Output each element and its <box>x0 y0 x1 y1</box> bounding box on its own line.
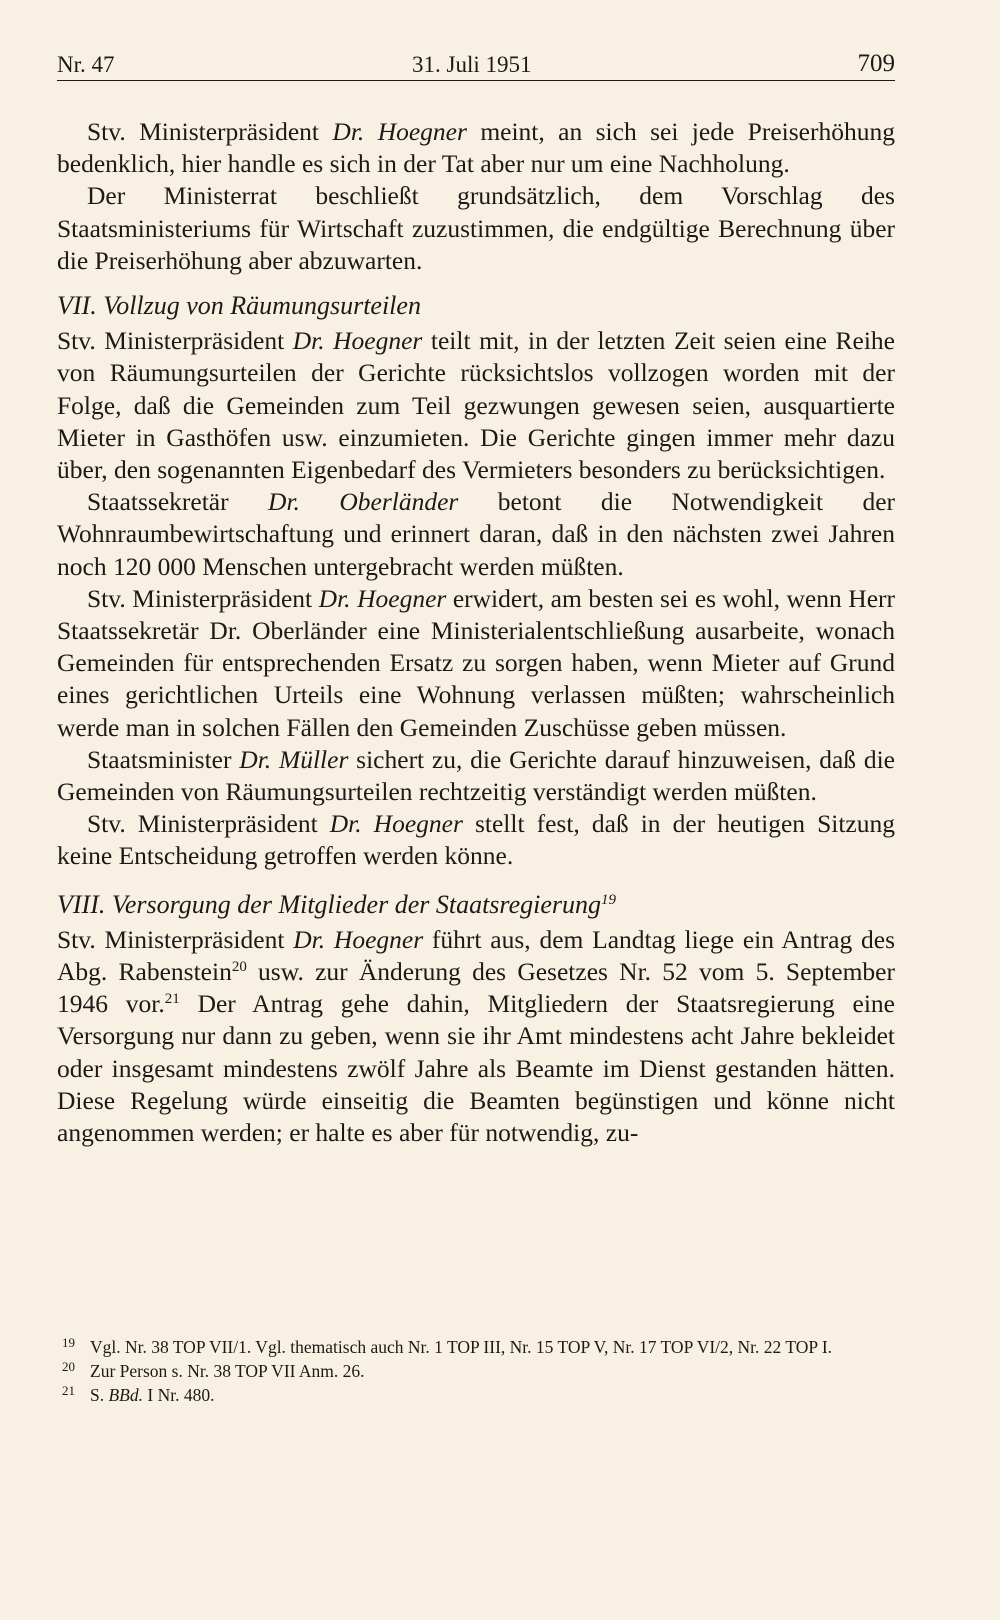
footnotes <box>57 1335 895 1407</box>
document-date: 31. Juli 1951 <box>412 52 532 77</box>
section-heading-vii: VII. Vollzug von Räumungsurteilen <box>57 291 421 321</box>
paragraph: Staatsminister Dr. Müller sichert zu, die Gerichte darauf hinzuweisen, daß die Gemeinden von Räumungsurteilen rechtzeitig verständigt werden müßten. <box>57 744 896 807</box>
paragraph: Stv. Ministerpräsident Dr. Hoegner meint, an sich sei jede Preiserhöhung bedenklich, hier handle es sich in der Tat aber nur um eine Nachholung. <box>57 117 895 179</box>
paragraph: Stv. Ministerpräsident Dr. Hoegner stellt fest, daß in der heutigen Sitzung keine Entscheidung getroffen werden könne. <box>57 809 895 871</box>
footnote: 20 Zur Person s. Nr. 38 TOP VII Anm. 26. <box>62 1359 365 1381</box>
section-heading-viii: VIII. Versorgung der Mitglieder der Staatsregierung$^{19}$ <box>57 889 616 919</box>
footnote-ref: 19 <box>601 891 616 908</box>
document-number: Nr. 47 <box>57 52 115 77</box>
body-text <box>57 116 895 1149</box>
footnote-ref: 21 <box>164 991 180 1008</box>
paragraph: Staatssekretär Dr. Oberländer betont die Notwendigkeit der Wohnraumbewirtschaftung und erinnert daran, daß in den nächsten zwei Jahren noch 120 000 Menschen untergebracht werden müßten. <box>57 487 896 581</box>
paragraph: Stv. Ministerpräsident Dr. Hoegner erwidert, am besten sei es wohl, wenn Herr Staatssekretär Dr. Oberländer eine Ministerialentschließung ausarbeite, wonach Gemeinden für entsprechenden Ersatz zu sorgen haben, wenn Mieter auf Grund eines gerichtlichen Urteils eine Wohnung verlassen müßten; wahrscheinlich werde man in solchen Fällen den Gemeinden Zuschüsse geben müssen. <box>57 583 895 742</box>
page-number: 709 <box>857 50 895 77</box>
paragraph: Stv. Ministerpräsident Dr. Hoegner teilt mit, in der letzten Zeit seien eine Reihe von Räumungsurteilen der Gerichte rücksichtslos vollzogen worden mit der Folge, daß die Gemeinden zum Teil gezwungen gewesen seien, ausquartierte Mieter in Gasthöfen usw. einzumieten. Die Gerichte gingen immer mehr dazu über, den sogenannten Eigenbedarf des Vermieters besonders zu berücksichtigen. <box>57 326 895 485</box>
paragraph: Der Ministerrat beschließt grundsätzlich, dem Vorschlag des Staatsministeriums für Wirtschaft zuzustimmen, die endgültige Berechnung über die Preiserhöhung aber abzuwarten. <box>57 181 895 275</box>
page-header <box>57 50 895 81</box>
paragraph: Stv. Ministerpräsident Dr. Hoegner führt aus, dem Landtag liege ein Antrag des Abg. Rabenstein$^{20}$ usw. zur Änderung des Gesetzes Nr. 52 vom 5. September 1946 vor.$^{21}$ Der Antrag gehe dahin, Mitgliedern der Staatsregierung eine Versorgung nur dann zu geben, wenn sie ihr Amt mindestens acht Jahre bekleidet oder insgesamt mindestens zwölf Jahre als Beamte im Dienst gestanden hätten. Diese Regelung würde einseitig die Beamten begünstigen und könne nicht angenommen werden; er halte es aber für notwendig, zu- <box>57 924 895 1148</box>
footnote: 19 Vgl. Nr. 38 TOP VII/1. Vgl. thematisch auch Nr. 1 TOP III, Nr. 15 TOP V, Nr. 17 TOP VI/2, Nr. 22 TOP I. <box>62 1335 833 1357</box>
footnote: 21 S. BBd. I Nr. 480. <box>62 1383 215 1405</box>
footnote-ref: 20 <box>231 959 247 976</box>
